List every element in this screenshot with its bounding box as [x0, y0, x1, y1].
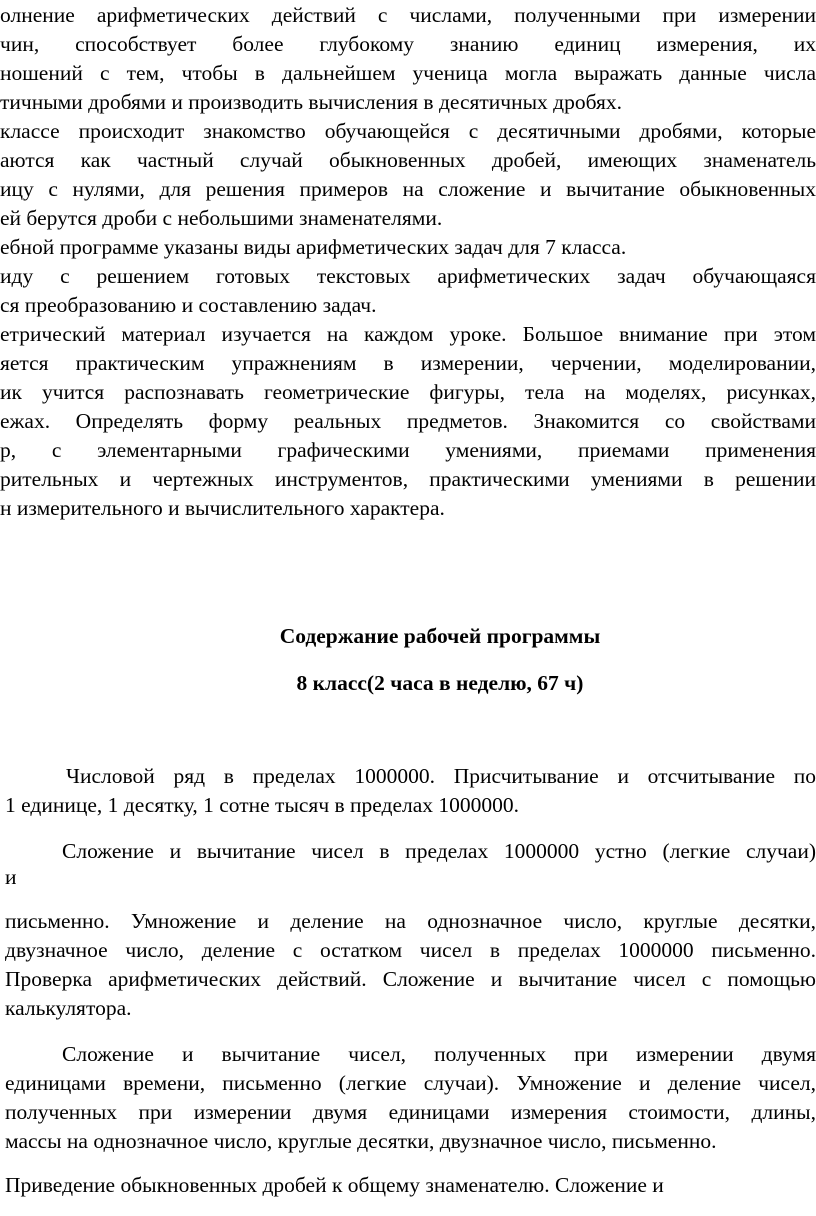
text-line: ся преобразованию и составлению задач. — [0, 293, 377, 317]
text-line: н измерительного и вычислительного характера. — [0, 496, 445, 520]
text-line: Проверка арифметических действий. Сложение и вычитание чисел с помощью — [5, 967, 816, 991]
text-line: ебной программе указаны виды арифметических задач для 7 класса. — [0, 235, 627, 259]
text-line: полученных при измерении двумя единицами измерения стоимости, длины, — [5, 1100, 816, 1124]
text-line: Приведение обыкновенных дробей к общему знаменателю. Сложение и — [5, 1173, 664, 1197]
text-line: тичными дробями и производить вычисления в десятичных дробях. — [0, 90, 623, 114]
text-line: письменно. Умножение и деление на однозначное число, круглые десятки, — [5, 909, 816, 933]
text-line: и — [5, 865, 17, 889]
text-line: 1 единице, 1 десятку, 1 сотне тысяч в пределах 1000000. — [5, 793, 520, 817]
text-line: классе происходит знакомство обучающейся с десятичными дробями, которые — [0, 119, 816, 143]
text-line: ей берутся дроби с небольшими знаменателями. — [0, 206, 443, 230]
text-line: иду с решением готовых текстовых арифметических задач обучающаяся — [0, 264, 816, 288]
text-line: ик учится распознавать геометрические фигуры, тела на моделях, рисунках, — [0, 380, 816, 404]
text-line: ежах. Определять форму реальных предметов. Знакомится со свойствами — [0, 409, 816, 433]
text-line: массы на однозначное число, круглые десятки, двузначное число, письменно. — [5, 1129, 717, 1153]
text-line: Сложение и вычитание чисел в пределах 1000000 устно (легкие случаи) — [62, 839, 816, 863]
text-line: ношений с тем, чтобы в дальнейшем ученица могла выражать данные числа — [0, 61, 816, 85]
section-title: Содержание рабочей программы — [279, 624, 601, 648]
text-line: единицами времени, письменно (легкие случаи). Умножение и деление чисел, — [5, 1071, 816, 1095]
text-line: рительных и чертежных инструментов, практическими умениями в решении — [0, 467, 816, 491]
text-line: аются как частный случай обыкновенных дробей, имеющих знаменатель — [0, 148, 816, 172]
text-line: етрический материал изучается на каждом уроке. Большое внимание при этом — [0, 322, 816, 346]
text-line: калькулятора. — [5, 996, 132, 1020]
text-line: чин, способствует более глубокому знанию единиц измерения, их — [0, 32, 816, 56]
section-subtitle: 8 класс(2 часа в неделю, 67 ч) — [296, 671, 584, 695]
text-line: Числовой ряд в пределах 1000000. Присчитывание и отсчитывание по — [66, 764, 816, 788]
text-line: Сложение и вычитание чисел, полученных при измерении двумя — [62, 1042, 816, 1066]
text-line: олнение арифметических действий с числами, полученными при измерении — [0, 3, 816, 27]
text-line: двузначное число, деление с остатком чисел в пределах 1000000 письменно. — [5, 938, 816, 962]
text-line: яется практическим упражнениям в измерении, черчении, моделировании, — [0, 351, 816, 375]
text-line: ицу с нулями, для решения примеров на сложение и вычитание обыкновенных — [0, 177, 816, 201]
text-line: р, с элементарными графическими умениями, приемами применения — [0, 438, 816, 462]
